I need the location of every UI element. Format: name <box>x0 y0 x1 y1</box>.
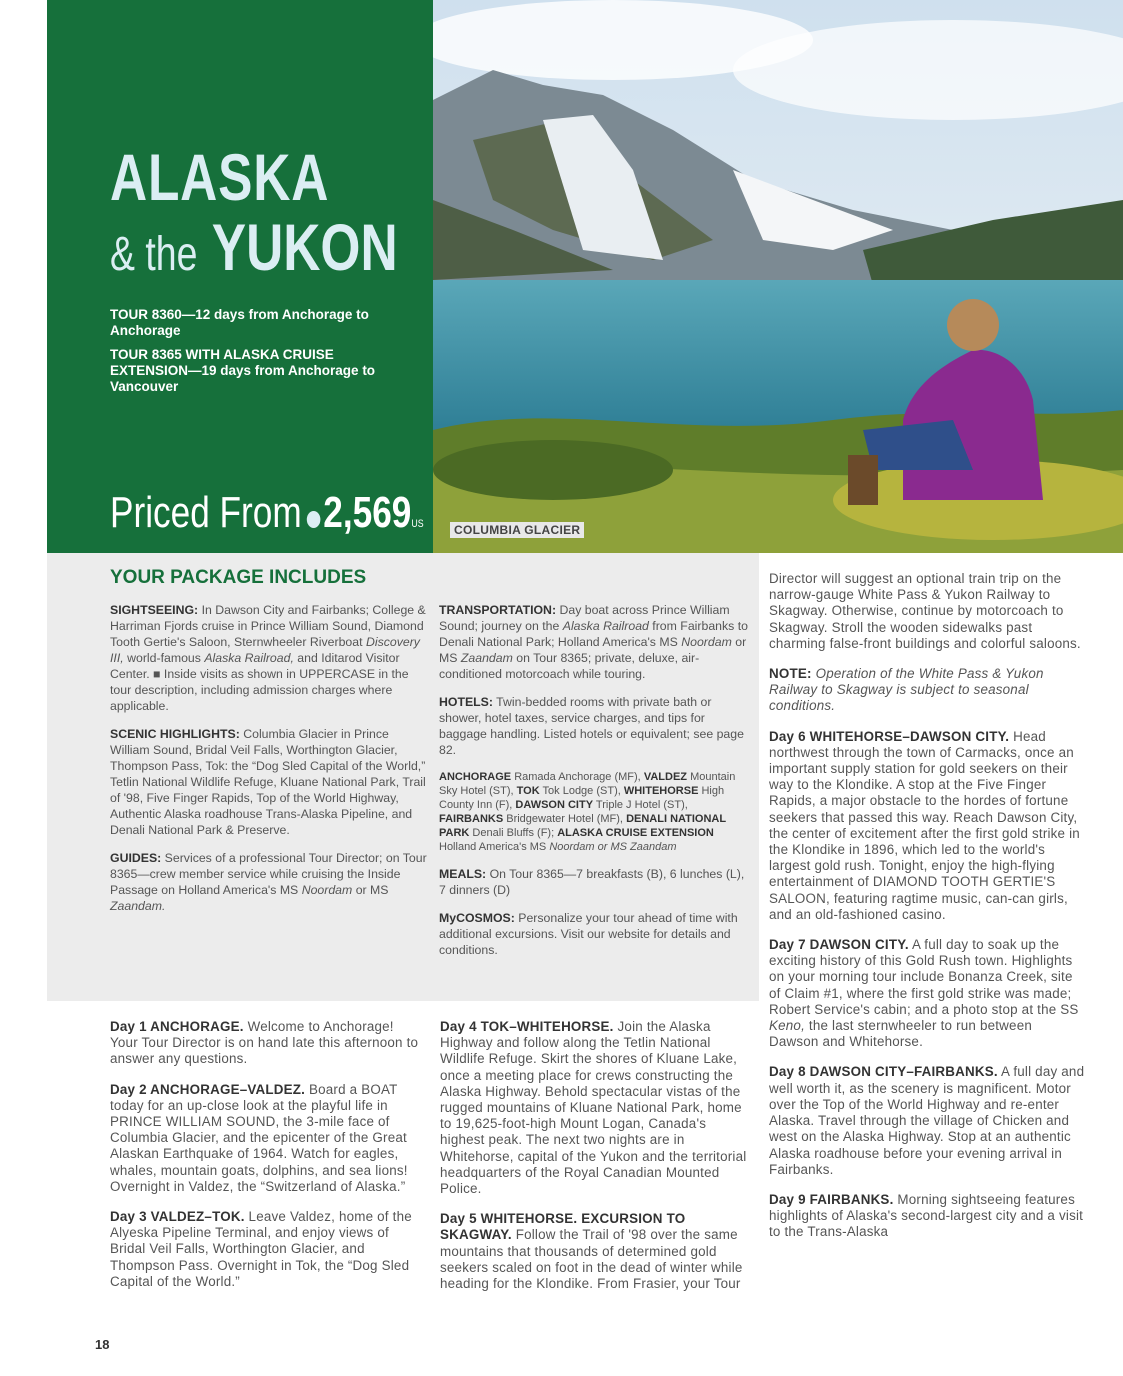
day-text: Morning sightseeing features highlights of Alaska's second-largest city and a visit to the Trans-Alaska <box>769 1191 1084 1240</box>
hotel-city: ANCHORAGE <box>439 771 512 783</box>
ship-name: Noordam <box>549 841 595 853</box>
day-text: Head northwest through the town of Carmacks, once an important supply station for gold seekers on their way to the Klondike. A stop at the Five Finger Rapids, a major obstacle to the hordes of fortune seekers that passed this way. Reach Dawson City, the center of excitement after the first gold strike in the Klondike in 1896, which led to the world's largest gold rush. Tonight, enjoy the high-flying entertainment of DIAMOND TOOTH GERTIE'S SALOON, featuring ragtime music, can-can girls, and an old-fashioned casino. <box>769 728 1080 922</box>
day-5 <box>440 1211 752 1292</box>
transportation-item <box>439 602 751 682</box>
note <box>769 666 1085 715</box>
day-text: A full day to soak up the exciting history of this Gold Rush town. Highlights on your morning tour include Bonanza Creek, site of Claim #1, where the first gold strike was made; Robert Service's cabin; and a photo stop at the SS <box>769 937 1079 1017</box>
hotel-name: or MS <box>597 841 627 853</box>
page-number: 18 <box>95 1337 110 1352</box>
hotel-name: Tok Lodge (ST), <box>542 785 621 797</box>
tour-8365: TOUR 8365 WITH ALASKA CRUISE EXTENSION—19 days from Anchorage to Vancouver <box>110 347 376 394</box>
transport-text: from Fairbanks to Denali National Park; Holland America's MS <box>439 619 748 649</box>
price <box>110 488 424 538</box>
day-text: Join the Alaska Highway and follow along the Tetlin National Wildlife Refuge. Skirt the shores of Kluane Lake, once a meeting place for crews constructing the Alaska Highway. Behold spectacular vistas of the rugged mountains of Kluane National Park, home to 19,625-foot-high Mount Logan, Canada's highest peak. The next two nights are in Whitehorse, capital of the Yukon and the territorial headquarters of the Royal Canadian Mounted Police. <box>440 1019 747 1197</box>
mycosmos-label: MyCOSMOS: <box>439 911 515 925</box>
hero-panel <box>47 0 433 553</box>
package-includes-box <box>47 553 759 1001</box>
day-2 <box>110 1082 422 1195</box>
guides-label: GUIDES: <box>110 851 162 865</box>
title-yukon-line <box>110 212 398 290</box>
day-3 <box>110 1209 422 1290</box>
scenic-label: SCENIC HIGHLIGHTS: <box>110 727 240 741</box>
day-7 <box>769 937 1085 1050</box>
day-title: Day 3 VALDEZ–TOK. <box>110 1209 245 1225</box>
day-text: the last sternwheeler to run between Dawson and Whitehorse. <box>769 1018 1032 1050</box>
package-heading: YOUR PACKAGE INCLUDES <box>110 567 367 588</box>
hotel-name: Triple J Hotel (ST), <box>595 799 688 811</box>
title-yukon: YUKON <box>211 210 398 284</box>
hotels-item <box>439 694 751 758</box>
meals-label: MEALS: <box>439 867 487 881</box>
sightseeing-text: world-famous <box>127 651 201 665</box>
hotels-label: HOTELS: <box>439 695 493 709</box>
package-column-right <box>439 602 751 970</box>
itinerary-column-1 <box>110 1019 422 1304</box>
note-label: NOTE: <box>769 666 812 682</box>
page-title <box>110 142 479 290</box>
note-text: Operation of the White Pass & Yukon Railway to Skagway is subject to seasonal conditions. <box>769 666 1044 714</box>
ship-name: Noordam <box>301 883 353 897</box>
day-8 <box>769 1064 1085 1177</box>
day-title: Day 5 WHITEHORSE. EXCURSION TO SKAGWAY. <box>440 1211 686 1243</box>
hotel-name: Mountain Sky Hotel (ST), <box>439 771 736 797</box>
sightseeing-label: SIGHTSEEING: <box>110 603 199 617</box>
guides-text: or MS <box>355 883 389 897</box>
price-label: Priced From <box>110 488 302 537</box>
day-title: Day 6 WHITEHORSE–DAWSON CITY. <box>769 728 1010 744</box>
transport-text: or MS <box>439 635 747 665</box>
sightseeing-text: In Dawson City and Fairbanks; College & Harriman Fjords cruise in Prince William Sound, Diamond Tooth Gertie's Saloon, Sternwheeler Riverboat <box>110 603 426 649</box>
ship-name: Zaandam. <box>110 899 166 913</box>
scenic-text: Columbia Glacier in Prince William Sound, Bridal Veil Falls, Worthington Glacier, Thompson Pass, Tok: the “Dog Sled Capital of the World,” Tetlin National Wildlife Refuge, Kluane National Park, Trail of '98, Five Finger Rapids, Top of the World Highway, Authentic Alaska roadhouse Trans-Alaska Pipeline, and Denali National Park & Preserve. <box>110 727 426 837</box>
day-title: Day 1 ANCHORAGE. <box>110 1019 244 1034</box>
day-5-continued: Director will suggest an optional train trip on the narrow-gauge White Pass & Yukon Railway to Skagway. Otherwise, continue by motorcoach to Skagway. Stroll the wooden sidewalks past charming false-front buildings and colorful saloons. <box>769 571 1081 651</box>
day-title: Day 7 DAWSON CITY. <box>769 937 909 953</box>
hotel-name: High County Inn (F), <box>439 785 725 811</box>
hotel-name: Bridgewater Hotel (MF), <box>506 813 623 825</box>
sightseeing-text: and Iditarod Visitor Center. ■ Inside visits as shown in UPPERCASE in the tour description, including admission charges where applicable. <box>110 651 409 713</box>
currency-icon <box>306 511 320 528</box>
title-alaska: ALASKA <box>110 140 330 214</box>
photo-caption: COLUMBIA GLACIER <box>450 522 584 538</box>
hotel-city: ALASKA CRUISE EXTENSION <box>557 827 714 839</box>
sightseeing-italic: Discovery III, <box>110 635 420 665</box>
day-6 <box>769 729 1085 923</box>
day-1 <box>110 1019 422 1068</box>
ship-name: Keno, <box>769 1018 805 1034</box>
itinerary-column-2 <box>440 1019 752 1306</box>
meals-item <box>439 866 751 898</box>
hotel-city: DENALI NATIONAL PARK <box>439 813 726 839</box>
day-title: Day 8 DAWSON CITY–FAIRBANKS. <box>769 1064 998 1080</box>
hotel-city: VALDEZ <box>643 771 687 783</box>
title-amp: & the <box>110 228 198 281</box>
ship-name: Zaandam <box>460 651 513 665</box>
transport-text: on Tour 8365; private, deluxe, air-conditioned motorcoach while touring. <box>439 651 700 681</box>
hotels-text: Twin-bedded rooms with private bath or shower, hotel taxes, service charges, and tips for baggage handling. Listed hotels or equivalent; see page 82. <box>439 695 744 757</box>
day-text: Follow the Trail of '98 over the same mountains that thousands of determined gold seekers scaled on foot in the dead of winter while heading for the Klondike. From Frasier, your Tour <box>440 1227 743 1292</box>
package-column-left <box>110 602 428 926</box>
hero-photo <box>433 0 1123 553</box>
guides-text: Services of a professional Tour Director; on Tour 8365—crew member service while cruising the Inside Passage on Holland America's MS <box>110 851 427 897</box>
price-amount: 2,569 <box>323 488 412 537</box>
scenic-highlights-item <box>110 726 428 838</box>
day-text: A full day and well worth it, as the scenery is magnificent. Motor over the Top of the World Highway and re-enter Alaska. Travel through the village of Chicken and west on the Alaska Highway. Stop at an authentic Alaska roadhouse before your evening arrival in Fairbanks. <box>769 1064 1085 1177</box>
tour-8360: TOUR 8360—12 days from Anchorage to Anchorage <box>110 307 369 338</box>
guides-item <box>110 850 428 914</box>
glacier-landscape-image <box>433 0 1123 553</box>
hotel-name: Ramada Anchorage (MF), <box>514 771 641 783</box>
transport-text: Day boat across Prince William Sound; journey on the <box>439 603 730 633</box>
mycosmos-text: Personalize your tour ahead of time with additional excursions. Visit our website for details and conditions. <box>439 911 738 957</box>
hotel-city: DAWSON CITY <box>515 799 594 811</box>
day-9 <box>769 1192 1085 1241</box>
day-title: Day 9 FAIRBANKS. <box>769 1191 894 1207</box>
day-text: Welcome to Anchorage! Your Tour Director is on hand late this afternoon to answer any questions. <box>110 1019 419 1067</box>
day-text: Leave Valdez, home of the Alyeska Pipeline Terminal, and enjoy views of Bridal Veil Falls, Worthington Glacier, and Thompson Pass. Overnight in Tok, the “Dog Sled Capital of the World.” <box>110 1209 412 1289</box>
hotel-name: Holland America's MS <box>439 841 547 853</box>
day-4 <box>440 1019 752 1197</box>
day-title: Day 4 TOK–WHITEHORSE. <box>440 1019 614 1034</box>
hotel-city: TOK <box>516 785 540 797</box>
day-title: Day 2 ANCHORAGE–VALDEZ. <box>110 1081 306 1097</box>
transport-label: TRANSPORTATION: <box>439 603 557 617</box>
hotel-city: WHITEHORSE <box>623 785 699 797</box>
day-text: Board a BOAT today for an up-close look at the playful life in PRINCE WILLIAM SOUND, the 3-mile face of Columbia Glacier, and the epicenter of the Great Alaskan Earthquake of 1964. Watch for eagles, whales, mountain goats, dolphins, and sea lions! Overnight in Valdez, the “Switzerland of Alaska.” <box>110 1081 408 1194</box>
itinerary-column-3 <box>769 571 1085 1255</box>
hotels-list <box>439 770 751 854</box>
hotel-name: Denali Bluffs (F); <box>472 827 555 839</box>
meals-text: On Tour 8365—7 breakfasts (B), 6 lunches (L), 7 dinners (D) <box>439 867 745 897</box>
sightseeing-item <box>110 602 428 714</box>
mycosmos-item <box>439 910 751 958</box>
price-currency: US <box>411 518 424 530</box>
hotel-city: FAIRBANKS <box>439 813 504 825</box>
transport-italic: Alaska Railroad <box>562 619 649 633</box>
ship-name: Noordam <box>681 635 732 649</box>
ship-name: Zaandam <box>630 841 677 853</box>
sightseeing-italic: Alaska Railroad, <box>204 651 294 665</box>
